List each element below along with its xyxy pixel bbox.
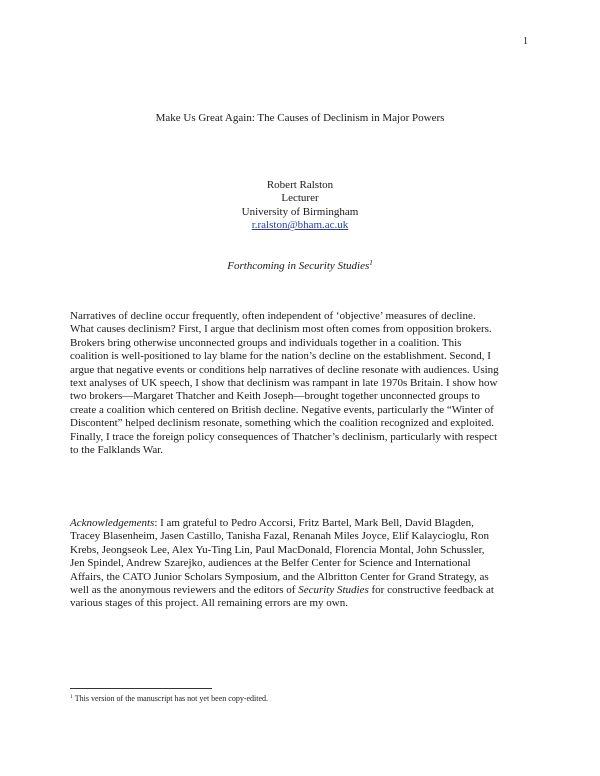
author-email-link[interactable]: r.ralston@bham.ac.uk [251,219,349,232]
footnote-marker: 1 [70,694,73,700]
abstract-line: text analyses of UK speech, I show that declinism was rampant in late 1970s Britain. I show how [70,377,498,390]
footnote-separator [70,688,212,689]
footnote [70,694,268,703]
abstract-line: What causes declinism? First, I argue that declinism most often comes from opposition brokers. [70,323,492,336]
abstract-line: coalition is well-positioned to lay blame for the nation’s decline on the establishment. Second, I [70,350,491,363]
footnote-reference[interactable]: 1 [369,259,373,267]
abstract-line: Discontent” helped declinism resonate, something which the coalition recognized and exploited. [70,417,494,430]
acknowledgements-line [70,584,540,597]
acknowledgements-line: Jen Spindel, Andrew Szarejko, audiences at the Belfer Center for Science and International [70,557,471,570]
acknowledgements-line: Affairs, the CATO Junior Scholars Symposium, and the Albritton Center for Grand Strategy, as [70,570,489,583]
acknowledgements-line: Tracey Blasenheim, Jasen Castillo, Tanisha Fazal, Renanah Miles Joyce, Elif Kalaycioglu, Ron [70,530,489,543]
acknowledgements-heading: Acknowledgements [70,517,155,529]
abstract-line: create a coalition which centered on British decline. Negative events, particularly the “Winter of [70,403,494,416]
abstract-line: Narratives of decline occur frequently, often independent of ‘objective’ measures of decline. [70,310,476,322]
acknowledgements [70,517,540,611]
journal-name: Security Studies [298,584,369,597]
author-name: Robert Ralston [266,179,334,191]
author-position: Lecturer [281,192,319,205]
publication-note-text: Forthcoming in Security Studies [227,260,370,272]
abstract [70,310,540,457]
acknowledgements-text: for constructive feedback at [368,584,494,597]
footnote-text: This version of the manuscript has not yet been copy-edited. [74,694,269,703]
acknowledgements-line [70,517,540,530]
acknowledgements-text: well as the anonymous reviewers and the editors of [70,584,299,597]
author-block [0,179,600,233]
page-number: 1 [523,36,528,47]
acknowledgements-line: various stages of this project. All remaining errors are my own. [70,597,348,610]
abstract-line: to the Falklands War. [70,444,164,457]
acknowledgements-line: Krebs, Jeongseok Lee, Alex Yu-Ting Lin, Paul MacDonald, Florencia Montal, John Schussler, [70,543,485,556]
abstract-line: Brokers bring otherwise unconnected groups and individuals together in a coalition. This [70,336,462,349]
publication-note [0,260,600,272]
abstract-line: Finally, I trace the foreign policy consequences of Thatcher’s declinism, particularly with respect [70,430,498,443]
abstract-line: argue that negative events or conditions help narratives of decline resonate with audiences. Using [70,363,499,376]
paper-title: Make Us Great Again: The Causes of Declinism in Major Powers [155,112,445,124]
author-affiliation: University of Birmingham [241,205,359,218]
abstract-line: two brokers—Margaret Thatcher and Keith Joseph—brought together unconnected groups to [70,390,480,403]
acknowledgements-text: : I am grateful to Pedro Accorsi, Fritz Bartel, Mark Bell, David Blagden, [154,517,474,529]
